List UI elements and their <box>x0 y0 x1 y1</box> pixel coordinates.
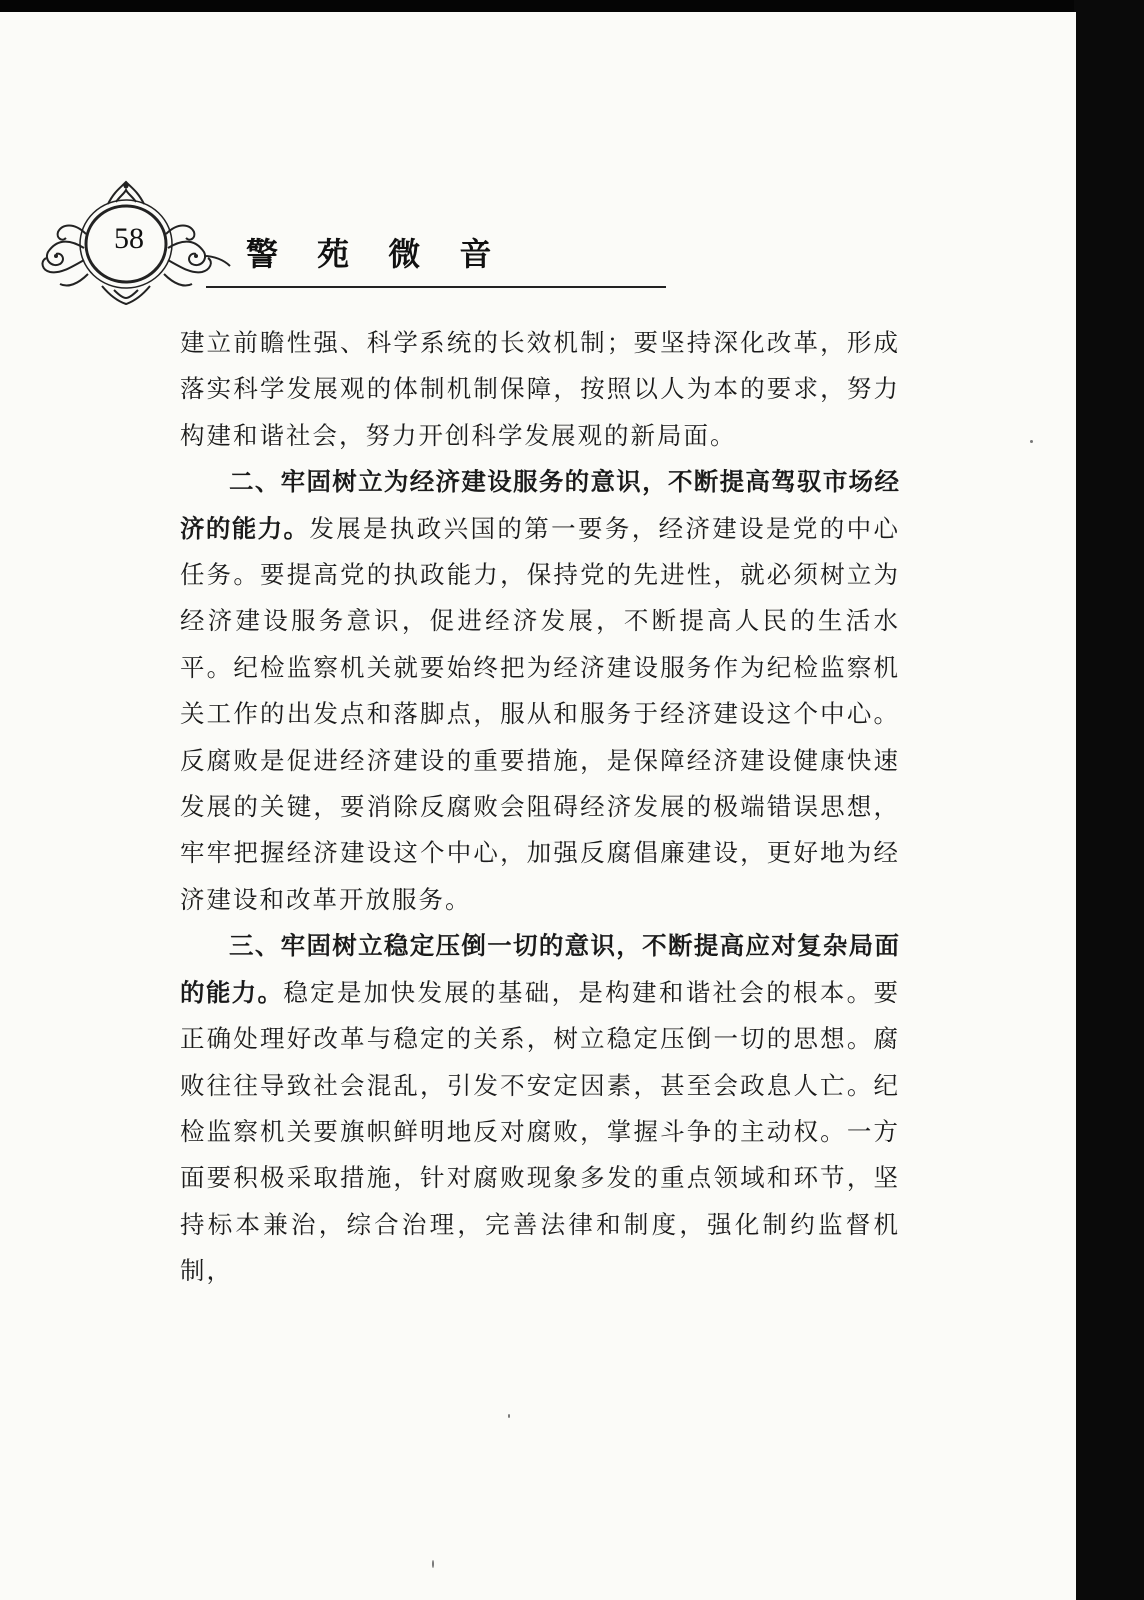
page-number: 58 <box>114 222 144 255</box>
paragraph-continuation: 建立前瞻性强、科学系统的长效机制；要坚持深化改革，形成落实科学发展观的体制机制保障，按照以人为本的要求，努力构建和谐社会，努力开创科学发展观的新局面。 <box>180 328 900 450</box>
paragraph-three-body: 稳定是加快发展的基础，是构建和谐社会的根本。要正确处理好改革与稳定的关系，树立稳定压倒一切的思想。腐败往往导致社会混乱，引发不安定因素，甚至会政息人亡。纪检监察机关要旗帜鲜明地反对腐败，掌握斗争的主动权。一方面要积极采取措施，针对腐败现象多发的重点领域和环节，坚持标本兼治，综合治理，完善法律和制度，强化制约监督机制， <box>180 977 901 1286</box>
body-text <box>180 320 900 1295</box>
paragraph-two-heading: 二、牢固树立为经济建设服务的意识，不断提高驾驭市场经济的能力。 <box>180 467 900 543</box>
paragraph-three-heading: 三、牢固树立稳定压倒一切的意识，不断提高应对复杂局面的能力。 <box>180 931 900 1007</box>
scan-speck <box>1030 440 1033 443</box>
paragraph-two-body: 发展是执政兴国的第一要务，经济建设是党的中心任务。要提高党的执政能力，保持党的先进性，就必须树立为经济建设服务意识，促进经济发展，不断提高人民的生活水平。纪检监察机关就要始终把为经济建设服务作为纪检监察机关工作的出发点和落脚点，服从和服务于经济建设这个中心。反腐败是促进经济建设的重要措施，是保障经济建设健康快速发展的关键，要消除反腐败会阻碍经济发展的极端错误思想，牢牢把握经济建设这个中心，加强反腐倡廉建设，更好地为经济建设和改革开放服务。 <box>180 513 900 914</box>
scan-right-border <box>1074 0 1144 1600</box>
paragraph-two <box>180 459 900 923</box>
paragraph-three <box>180 923 900 1294</box>
scan-speck <box>432 1560 434 1568</box>
book-title: 警 苑 微 音 <box>246 235 506 273</box>
header-rule <box>206 286 666 288</box>
scan-speck <box>508 1414 510 1418</box>
